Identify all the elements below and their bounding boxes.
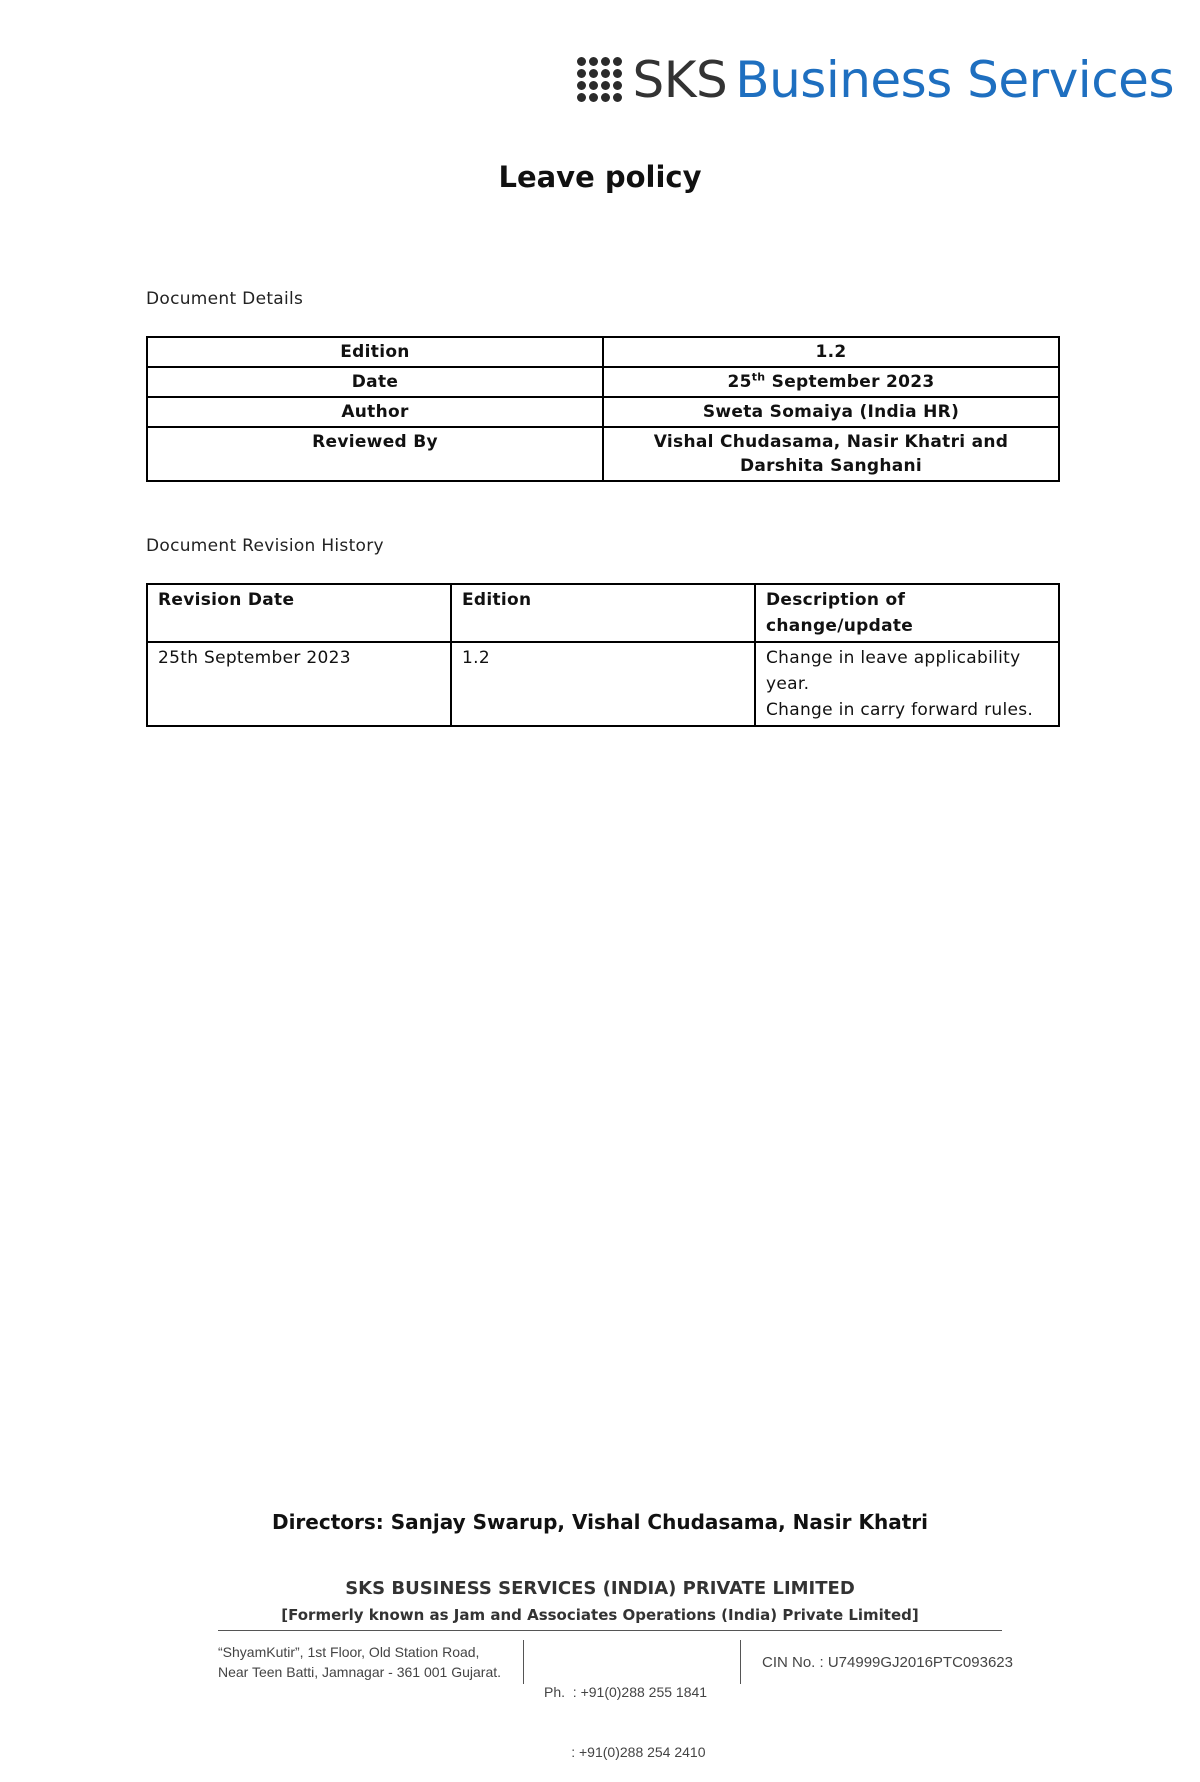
footer-address bbox=[218, 1642, 501, 1682]
address-line: Near Teen Batti, Jamnagar - 361 001 Gujarat. bbox=[218, 1664, 502, 1680]
author-label: Author bbox=[147, 397, 603, 427]
edition-label: Edition bbox=[147, 337, 603, 367]
table-row bbox=[147, 337, 1059, 367]
column-header-edition: Edition bbox=[451, 584, 755, 642]
revision-history-table bbox=[146, 583, 1060, 727]
document-details-table bbox=[146, 336, 1060, 482]
table-row bbox=[147, 397, 1059, 427]
column-header-revision-date: Revision Date bbox=[147, 584, 451, 642]
footer-separator bbox=[523, 1640, 524, 1684]
phone-line: : +91(0)288 254 2410 bbox=[544, 1744, 706, 1760]
date-label: Date bbox=[147, 367, 603, 397]
logo-brand-suffix: Business Services bbox=[735, 51, 1174, 109]
revision-edition-cell: 1.2 bbox=[451, 642, 755, 726]
date-day: 25 bbox=[727, 372, 752, 392]
edition-value: 1.2 bbox=[603, 337, 1059, 367]
revision-date-cell: 25th September 2023 bbox=[147, 642, 451, 726]
date-ordinal-suffix: th bbox=[751, 370, 766, 384]
table-header-row bbox=[147, 584, 1059, 642]
date-month-year: September 2023 bbox=[765, 372, 935, 392]
logo-brand-prefix: SKS bbox=[632, 51, 728, 109]
table-row bbox=[147, 642, 1059, 726]
company-name: SKS BUSINESS SERVICES (INDIA) PRIVATE LIMITED bbox=[345, 1578, 855, 1599]
footer-phones bbox=[544, 1642, 707, 1782]
dot-grid-logo-icon bbox=[577, 57, 623, 103]
table-row bbox=[147, 367, 1059, 397]
author-value: Sweta Somaiya (India HR) bbox=[603, 397, 1059, 427]
description-line: Change in leave applicability year. bbox=[766, 648, 1021, 694]
document-details-heading: Document Details bbox=[146, 289, 304, 309]
date-value bbox=[603, 367, 1059, 397]
address-line: “ShyamKutir”, 1st Floor, Old Station Road, bbox=[218, 1644, 480, 1660]
footer-separator bbox=[740, 1640, 741, 1684]
reviewed-by-value: Vishal Chudasama, Nasir Khatri and Darshita Sanghani bbox=[603, 427, 1059, 481]
description-line: Change in carry forward rules. bbox=[766, 700, 1034, 720]
table-row bbox=[147, 427, 1059, 481]
revision-history-heading: Document Revision History bbox=[146, 536, 384, 556]
logo-wordmark bbox=[633, 52, 1174, 108]
cin-number: CIN No. : U74999GJ2016PTC093623 bbox=[762, 1654, 1013, 1671]
phone-line: Ph. : +91(0)288 255 1841 bbox=[544, 1684, 708, 1700]
company-logo bbox=[577, 52, 1174, 108]
column-header-description: Description of change/update bbox=[755, 584, 1059, 642]
directors-line: Directors: Sanjay Swarup, Vishal Chudasama, Nasir Khatri bbox=[271, 1510, 929, 1534]
footer-divider bbox=[218, 1630, 1002, 1631]
former-company-name: [Formerly known as Jam and Associates Operations (India) Private Limited] bbox=[281, 1606, 919, 1624]
revision-description-cell bbox=[755, 642, 1059, 726]
document-title: Leave policy bbox=[498, 160, 702, 194]
reviewed-by-label: Reviewed By bbox=[147, 427, 603, 481]
